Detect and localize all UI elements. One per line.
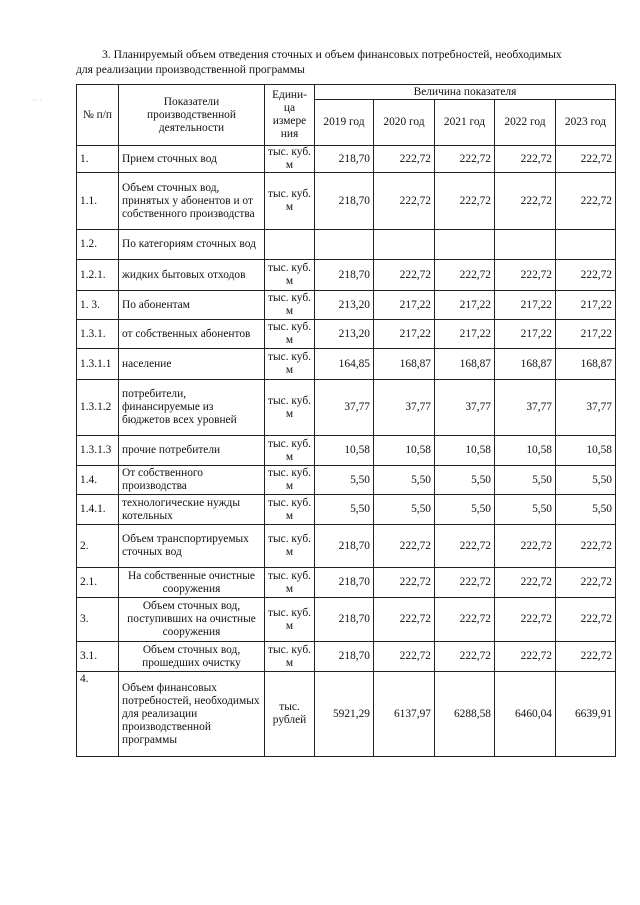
- row-value: 217,22: [556, 291, 616, 320]
- table-row: [77, 568, 616, 598]
- row-value: [435, 230, 495, 260]
- row-value: 222,72: [435, 598, 495, 642]
- table-row: [77, 466, 616, 495]
- row-value: 218,70: [315, 568, 374, 598]
- row-value: 217,22: [495, 291, 556, 320]
- row-num: 1.4.1.: [77, 495, 119, 525]
- row-value: 222,72: [374, 642, 435, 672]
- section-heading-line-2: для реализации производственной программы: [76, 63, 305, 76]
- row-name: Объем сточных вод, поступивших на очистные сооружения: [119, 598, 265, 642]
- row-value: 213,20: [315, 320, 374, 349]
- table-row: [77, 349, 616, 380]
- row-value: 222,72: [495, 642, 556, 672]
- table-row: [77, 598, 616, 642]
- table-header-row: [77, 85, 616, 100]
- production-program-table: [76, 84, 616, 757]
- row-unit: тыс. куб. м: [265, 146, 315, 173]
- header-unit: Едини-ца измере ния: [265, 85, 315, 146]
- row-value: [556, 230, 616, 260]
- row-value: [495, 230, 556, 260]
- row-num: 1.: [77, 146, 119, 173]
- table-row: [77, 642, 616, 672]
- row-value: 10,58: [374, 436, 435, 466]
- row-num: 4.: [77, 672, 119, 757]
- row-value: 6137,97: [374, 672, 435, 757]
- header-year: 2020 год: [374, 100, 435, 146]
- row-value: 5,50: [435, 495, 495, 525]
- row-value: 222,72: [556, 525, 616, 568]
- row-value: 5,50: [315, 466, 374, 495]
- row-value: 37,77: [315, 380, 374, 436]
- row-unit: тыс. куб. м: [265, 380, 315, 436]
- row-num: 3.1.: [77, 642, 119, 672]
- row-num: 3.: [77, 598, 119, 642]
- row-value: 222,72: [556, 173, 616, 230]
- row-value: 5,50: [556, 466, 616, 495]
- header-num: № п/п: [77, 85, 119, 146]
- table-row: [77, 291, 616, 320]
- row-value: 5,50: [374, 466, 435, 495]
- section-heading: [76, 47, 624, 77]
- section-heading-line-1: 3. Планируемый объем отведения сточных и объем финансовых потребностей, необходимых: [102, 48, 562, 61]
- row-num: 1.1.: [77, 173, 119, 230]
- row-value: 217,22: [374, 320, 435, 349]
- row-name: По категориям сточных вод: [119, 230, 265, 260]
- header-value-group: Величина показателя: [315, 85, 616, 100]
- row-unit: тыс. куб. м: [265, 349, 315, 380]
- row-value: 5,50: [556, 495, 616, 525]
- row-value: 222,72: [556, 260, 616, 291]
- scan-speck: ··· ·: [32, 98, 42, 104]
- row-num: 2.1.: [77, 568, 119, 598]
- row-value: 218,70: [315, 525, 374, 568]
- row-unit: тыс. куб. м: [265, 173, 315, 230]
- row-value: 222,72: [374, 146, 435, 173]
- row-value: 218,70: [315, 598, 374, 642]
- row-value: 168,87: [495, 349, 556, 380]
- row-unit: тыс. куб. м: [265, 598, 315, 642]
- row-value: 5921,29: [315, 672, 374, 757]
- row-value: 10,58: [495, 436, 556, 466]
- row-num: 2.: [77, 525, 119, 568]
- row-value: 222,72: [435, 525, 495, 568]
- row-value: 5,50: [495, 495, 556, 525]
- row-value: 217,22: [435, 320, 495, 349]
- row-name: На собственные очистные сооружения: [119, 568, 265, 598]
- row-value: 168,87: [435, 349, 495, 380]
- row-value: 222,72: [556, 146, 616, 173]
- row-value: 6460,04: [495, 672, 556, 757]
- row-value: 218,70: [315, 146, 374, 173]
- row-value: 222,72: [495, 525, 556, 568]
- row-name: технологические нужды котельных: [119, 495, 265, 525]
- row-name: от собственных абонентов: [119, 320, 265, 349]
- row-value: 5,50: [495, 466, 556, 495]
- row-name: От собственного производства: [119, 466, 265, 495]
- header-year: 2022 год: [495, 100, 556, 146]
- row-value: 222,72: [495, 173, 556, 230]
- row-value: 222,72: [374, 568, 435, 598]
- table-row: [77, 495, 616, 525]
- row-unit: тыс. рублей: [265, 672, 315, 757]
- row-value: 222,72: [374, 260, 435, 291]
- row-unit: тыс. куб. м: [265, 320, 315, 349]
- row-num: 1.4.: [77, 466, 119, 495]
- table-row: [77, 436, 616, 466]
- table-row: [77, 146, 616, 173]
- row-value: 217,22: [556, 320, 616, 349]
- row-name: потребители, финансируемые из бюджетов всех уровней: [119, 380, 265, 436]
- row-value: 222,72: [495, 146, 556, 173]
- row-num: 1.3.1.: [77, 320, 119, 349]
- row-unit: тыс. куб. м: [265, 495, 315, 525]
- table-row: [77, 173, 616, 230]
- row-value: 217,22: [374, 291, 435, 320]
- row-value: 37,77: [374, 380, 435, 436]
- row-value: 37,77: [556, 380, 616, 436]
- row-num: 1.2.: [77, 230, 119, 260]
- row-value: 218,70: [315, 642, 374, 672]
- row-value: 222,72: [556, 598, 616, 642]
- row-value: 222,72: [556, 642, 616, 672]
- row-unit: тыс. куб. м: [265, 568, 315, 598]
- row-name: жидких бытовых отходов: [119, 260, 265, 291]
- row-name: прочие потребители: [119, 436, 265, 466]
- table-row: [77, 672, 616, 757]
- row-value: 6639,91: [556, 672, 616, 757]
- row-value: 164,85: [315, 349, 374, 380]
- row-name: Объем сточных вод, прошедших очистку: [119, 642, 265, 672]
- row-value: 217,22: [435, 291, 495, 320]
- row-value: 222,72: [495, 568, 556, 598]
- row-name: Объем транспортируемых сточных вод: [119, 525, 265, 568]
- row-value: 6288,58: [435, 672, 495, 757]
- row-name: Объем сточных вод, принятых у абонентов и от собственного производства: [119, 173, 265, 230]
- row-unit: тыс. куб. м: [265, 436, 315, 466]
- row-value: 5,50: [374, 495, 435, 525]
- row-value: 222,72: [435, 642, 495, 672]
- row-num: 1.3.1.1: [77, 349, 119, 380]
- row-unit: [265, 230, 315, 260]
- row-value: 10,58: [556, 436, 616, 466]
- row-value: 222,72: [435, 146, 495, 173]
- row-value: 5,50: [435, 466, 495, 495]
- row-value: 222,72: [435, 260, 495, 291]
- row-name: Прием сточных вод: [119, 146, 265, 173]
- row-value: [315, 230, 374, 260]
- row-unit: тыс. куб. м: [265, 260, 315, 291]
- row-name: Объем финансовых потребностей, необходимых для реализации производственной программы: [119, 672, 265, 757]
- table-row: [77, 230, 616, 260]
- row-value: 222,72: [435, 568, 495, 598]
- row-unit: тыс. куб. м: [265, 642, 315, 672]
- row-num: 1.3.1.3: [77, 436, 119, 466]
- row-name: население: [119, 349, 265, 380]
- row-value: 37,77: [495, 380, 556, 436]
- table-row: [77, 320, 616, 349]
- row-value: 213,20: [315, 291, 374, 320]
- row-num: 1.2.1.: [77, 260, 119, 291]
- header-year: 2021 год: [435, 100, 495, 146]
- row-value: 222,72: [374, 173, 435, 230]
- row-value: 222,72: [495, 260, 556, 291]
- row-value: 217,22: [495, 320, 556, 349]
- row-value: 222,72: [374, 598, 435, 642]
- row-value: 168,87: [556, 349, 616, 380]
- row-value: 10,58: [315, 436, 374, 466]
- row-num: 1.3.1.2: [77, 380, 119, 436]
- row-value: 5,50: [315, 495, 374, 525]
- row-name: По абонентам: [119, 291, 265, 320]
- row-value: 10,58: [435, 436, 495, 466]
- row-unit: тыс. куб. м: [265, 466, 315, 495]
- row-value: 222,72: [556, 568, 616, 598]
- row-value: 168,87: [374, 349, 435, 380]
- row-value: 222,72: [495, 598, 556, 642]
- table-row: [77, 380, 616, 436]
- row-value: 222,72: [435, 173, 495, 230]
- row-value: [374, 230, 435, 260]
- row-unit: тыс. куб. м: [265, 291, 315, 320]
- header-indicator: Показатели производственной деятельности: [119, 85, 265, 146]
- row-value: 218,70: [315, 173, 374, 230]
- row-value: 37,77: [435, 380, 495, 436]
- row-value: 222,72: [374, 525, 435, 568]
- header-year: 2019 год: [315, 100, 374, 146]
- table-row: [77, 525, 616, 568]
- row-num: 1. 3.: [77, 291, 119, 320]
- row-unit: тыс. куб. м: [265, 525, 315, 568]
- row-value: 218,70: [315, 260, 374, 291]
- header-year: 2023 год: [556, 100, 616, 146]
- table-row: [77, 260, 616, 291]
